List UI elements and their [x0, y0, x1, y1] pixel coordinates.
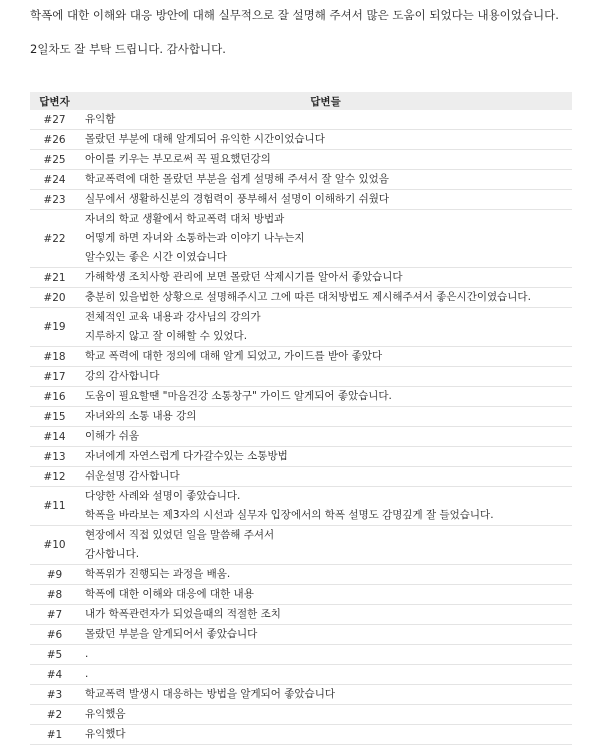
table-row — [30, 427, 572, 447]
answer-cell — [79, 190, 572, 210]
answer-line: 가해학생 조치사항 관리에 보면 몰랐던 삭제시기를 알아서 좋았습니다 — [85, 271, 403, 283]
answer-cell — [79, 407, 572, 427]
answer-cell — [79, 585, 572, 605]
table-row — [30, 585, 572, 605]
respondent-number: #3 — [30, 685, 79, 705]
answer-line: 현장에서 직접 있었던 일을 말씀해 주셔서 — [85, 529, 275, 541]
table-row — [30, 110, 572, 130]
table-row — [30, 268, 572, 288]
respondent-number: #19 — [30, 308, 79, 347]
answer-line: 유익했음 — [85, 708, 126, 720]
respondent-number: #4 — [30, 665, 79, 685]
answer-line: 몰랐던 부분에 대해 알게되어 유익한 시간이었습니다 — [85, 133, 325, 145]
answer-cell — [79, 288, 572, 308]
respondent-number: #20 — [30, 288, 79, 308]
intro-paragraph-1: 학폭에 대한 이해와 대응 방안에 대해 실무적으로 잘 설명해 주셔서 많은 도움이 되었다는 내용이었습니다. — [30, 8, 559, 22]
answer-cell — [79, 367, 572, 387]
answer-cell — [79, 210, 572, 268]
table-row — [30, 447, 572, 467]
answer-cell — [79, 387, 572, 407]
answer-line: 자녀의 학교 생활에서 학교폭력 대처 방법과 — [85, 213, 285, 225]
table-row — [30, 605, 572, 625]
answer-cell — [79, 625, 572, 645]
answer-line: 강의 감사합니다 — [85, 370, 160, 382]
table-row — [30, 705, 572, 725]
respondent-number: #10 — [30, 526, 79, 565]
answer-cell — [79, 308, 572, 347]
answer-line: 학폭을 바라보는 제3자의 시선과 실무자 입장에서의 학폭 설명도 감명깊게 잘 들었습니다. — [85, 509, 494, 521]
respondent-number: #26 — [30, 130, 79, 150]
respondent-number: #27 — [30, 110, 79, 130]
respondent-number: #6 — [30, 625, 79, 645]
respondent-number: #7 — [30, 605, 79, 625]
respondent-number: #13 — [30, 447, 79, 467]
answer-line: 쉬운설명 감사합니다 — [85, 470, 180, 482]
answer-cell — [79, 665, 572, 685]
respondent-number: #14 — [30, 427, 79, 447]
table-row — [30, 308, 572, 347]
answer-cell — [79, 487, 572, 526]
answer-line: 자녀와의 소통 내용 강의 — [85, 410, 197, 422]
respondent-number: #9 — [30, 565, 79, 585]
answer-cell — [79, 150, 572, 170]
answer-line: 지루하지 않고 잘 이해할 수 있었다. — [85, 330, 248, 342]
answer-line: 학교 폭력에 대한 정의에 대해 알게 되었고, 가이드를 받아 좋았다 — [85, 350, 383, 362]
table-row — [30, 526, 572, 565]
respondent-number: #25 — [30, 150, 79, 170]
answer-cell — [79, 565, 572, 585]
answer-line: . — [85, 668, 89, 680]
respondent-number: #8 — [30, 585, 79, 605]
answer-line: 유익함 — [85, 113, 116, 125]
respondent-number: #15 — [30, 407, 79, 427]
answer-line: 감사합니다. — [85, 548, 140, 560]
answer-line: 실무에서 생활하신분의 경험력이 풍부해서 설명이 이해하기 쉬웠다 — [85, 193, 390, 205]
table-row — [30, 467, 572, 487]
answer-cell — [79, 526, 572, 565]
respondent-number: #23 — [30, 190, 79, 210]
answer-line: 도움이 필요할땐 "마음건강 소통창구" 가이드 알게되어 좋았습니다. — [85, 390, 392, 402]
answer-line: 유익했다 — [85, 728, 126, 740]
answer-cell — [79, 447, 572, 467]
answer-line: 다양한 사례와 설명이 좋았습니다. — [85, 490, 241, 502]
answer-cell — [79, 645, 572, 665]
respondent-number: #22 — [30, 210, 79, 268]
respondent-number: #1 — [30, 725, 79, 745]
respondent-number: #18 — [30, 347, 79, 367]
answer-line: 전체적인 교육 내용과 강사님의 강의가 — [85, 311, 261, 323]
respondent-number: #16 — [30, 387, 79, 407]
table-row — [30, 725, 572, 745]
answer-cell — [79, 685, 572, 705]
answer-line: 알수있는 좋은 시간 이였습니다 — [85, 251, 227, 263]
answer-cell — [79, 427, 572, 447]
answer-line: 학폭위가 진행되는 과정을 배움. — [85, 568, 231, 580]
respondent-number: #12 — [30, 467, 79, 487]
answer-cell — [79, 605, 572, 625]
answer-cell — [79, 130, 572, 150]
header-answers: 답변들 — [79, 92, 572, 110]
answer-cell — [79, 170, 572, 190]
table-header-row — [30, 92, 572, 110]
respondent-number: #17 — [30, 367, 79, 387]
table-row — [30, 210, 572, 268]
answer-line: 이해가 쉬움 — [85, 430, 140, 442]
table-row — [30, 387, 572, 407]
answer-line: 학교폭력에 대한 몰랐던 부분을 쉽게 설명해 주셔서 잘 알수 있었음 — [85, 173, 389, 185]
answer-line: . — [85, 648, 89, 660]
answer-cell — [79, 467, 572, 487]
table-row — [30, 190, 572, 210]
answer-cell — [79, 725, 572, 745]
answer-line: 아이를 키우는 부모로써 꼭 필요했던강의 — [85, 153, 271, 165]
header-respondent: 답변자 — [30, 92, 79, 110]
answer-line: 자녀에게 자연스럽게 다가갈수있는 소통방법 — [85, 450, 288, 462]
table-row — [30, 150, 572, 170]
answer-cell — [79, 110, 572, 130]
table-row — [30, 665, 572, 685]
answer-line: 학폭에 대한 이해와 대응에 대한 내용 — [85, 588, 254, 600]
answer-line: 어떻게 하면 자녀와 소통하는과 이야기 나누는지 — [85, 232, 305, 244]
answer-cell — [79, 705, 572, 725]
respondent-number: #2 — [30, 705, 79, 725]
table-row — [30, 367, 572, 387]
table-row — [30, 645, 572, 665]
answer-cell — [79, 347, 572, 367]
respondent-number: #11 — [30, 487, 79, 526]
table-row — [30, 170, 572, 190]
table-row — [30, 565, 572, 585]
table-row — [30, 130, 572, 150]
intro-paragraph-2: 2일차도 잘 부탁 드립니다. 감사합니다. — [30, 42, 226, 56]
answer-line: 내가 학폭관련자가 되었을때의 적절한 조치 — [85, 608, 281, 620]
respondent-number: #21 — [30, 268, 79, 288]
respondent-number: #5 — [30, 645, 79, 665]
respondent-number: #24 — [30, 170, 79, 190]
table-row — [30, 347, 572, 367]
answer-line: 학교폭력 발생시 대응하는 방법을 알게되어 좋았습니다 — [85, 688, 335, 700]
table-row — [30, 625, 572, 645]
table-row — [30, 407, 572, 427]
responses-table — [30, 92, 572, 745]
table-row — [30, 685, 572, 705]
answer-cell — [79, 268, 572, 288]
table-row — [30, 288, 572, 308]
answer-line: 몰랐던 부분을 알게되어서 좋았습니다 — [85, 628, 258, 640]
answer-line: 충분히 있을법한 상황으로 설명해주시고 그에 따른 대처방법도 제시해주셔서 좋은시간이였습니다. — [85, 291, 531, 303]
table-row — [30, 487, 572, 526]
